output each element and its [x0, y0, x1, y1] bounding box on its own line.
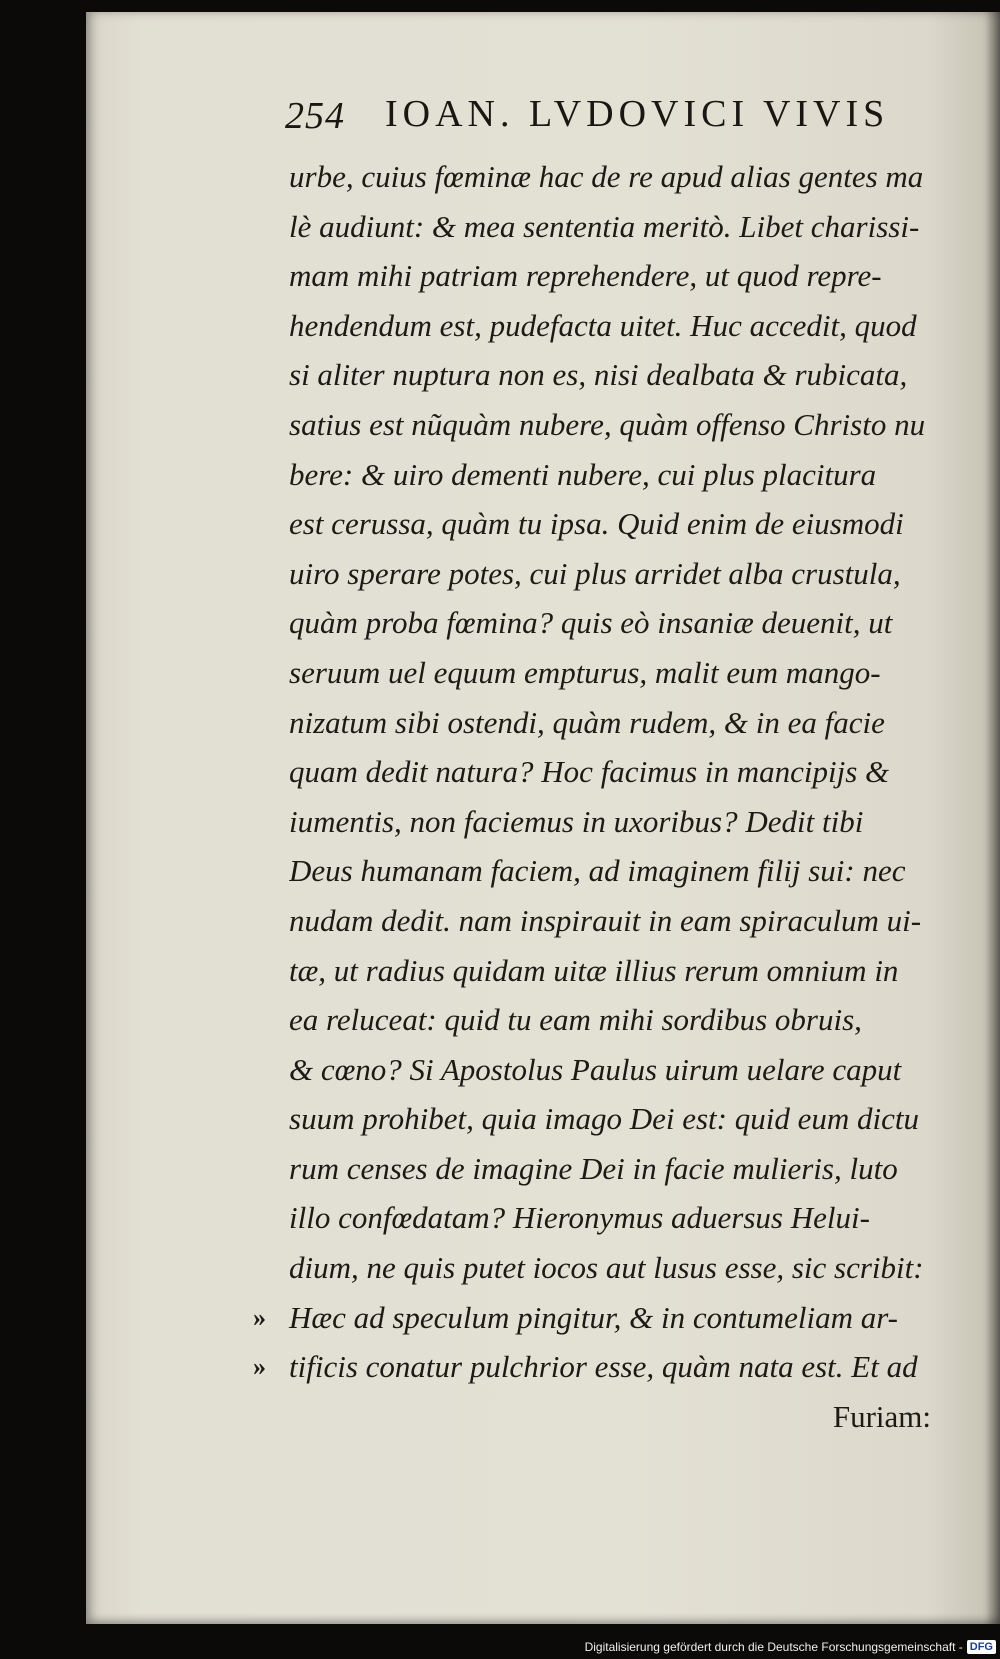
line-text: quàm proba fœmina? quis eò insaniæ deuenit, ut	[289, 605, 893, 641]
quotation-marker: »	[253, 1302, 266, 1332]
catchword: Furiam:	[832, 1398, 931, 1434]
line-text: quam dedit natura? Hoc facimus in mancipijs &	[289, 754, 890, 790]
text-line	[289, 1193, 939, 1243]
line-text: tæ, ut radius quidam uitæ illius rerum omnium in	[289, 952, 899, 988]
line-text: mam mihi patriam reprehendere, ut quod repre-	[289, 258, 882, 294]
text-line	[289, 301, 939, 351]
page-edge-shadow	[986, 12, 1000, 1624]
text-line	[289, 797, 939, 847]
line-text: nizatum sibi ostendi, quàm rudem, & in ea facie	[289, 704, 885, 740]
line-text: illo confœdatam? Hieronymus aduersus Helui-	[289, 1200, 870, 1236]
text-line	[289, 400, 939, 450]
text-line	[289, 946, 939, 996]
text-line	[289, 1144, 939, 1194]
line-text: satius est nũquàm nubere, quàm offenso Christo nu	[289, 406, 926, 442]
running-head: IOAN. LVDOVICI VIVIS	[385, 93, 890, 135]
text-line	[289, 1243, 939, 1293]
text-line	[253, 1293, 939, 1343]
text-line	[289, 995, 939, 1045]
text-line	[289, 1094, 939, 1144]
line-text: lè audiunt: & mea sententia meritò. Libet charissi-	[289, 208, 920, 244]
line-text: tificis conatur pulchrior esse, quàm nata est. Et ad	[289, 1349, 918, 1385]
text-line	[289, 350, 939, 400]
text-line	[289, 549, 939, 599]
line-text: nudam dedit. nam inspirauit in eam spiraculum ui-	[289, 902, 922, 938]
text-line	[289, 499, 939, 549]
line-text: Deus humanam faciem, ad imaginem filij sui: nec	[289, 853, 906, 889]
text-line	[289, 202, 939, 252]
quotation-marker: »	[253, 1352, 266, 1382]
line-text: bere: & uiro dementi nubere, cui plus placitura	[289, 456, 877, 492]
text-line	[289, 450, 939, 500]
line-text: dium, ne quis putet iocos aut lusus esse, sic scribit:	[289, 1250, 924, 1286]
line-text: seruum uel equum empturus, malit eum mango-	[289, 654, 881, 690]
text-line	[253, 1342, 939, 1392]
line-text: uiro sperare potes, cui plus arridet alba crustula,	[289, 555, 901, 591]
text-line	[289, 251, 939, 301]
text-line	[289, 1045, 939, 1095]
text-line	[289, 152, 939, 202]
line-text: est cerussa, quàm tu ipsa. Quid enim de eiusmodi	[289, 506, 904, 542]
text-line	[289, 648, 939, 698]
catchword-line	[289, 1392, 939, 1442]
line-text: rum censes de imagine Dei in facie mulieris, luto	[289, 1150, 898, 1186]
page-header	[285, 92, 925, 142]
line-text: urbe, cuius fœminæ hac de re apud alias gentes ma	[289, 159, 924, 194]
line-text: si aliter nuptura non es, nisi dealbata & rubicata,	[289, 357, 908, 393]
digitization-credit	[585, 1638, 996, 1656]
text-line	[289, 846, 939, 896]
line-text: suum prohibet, quia imago Dei est: quid eum dictu	[289, 1101, 919, 1137]
line-text: iumentis, non faciemus in uxoribus? Dedit tibi	[289, 803, 864, 839]
text-line	[289, 747, 939, 797]
text-line	[289, 598, 939, 648]
line-text: ea reluceat: quid tu eam mihi sordibus obruis,	[289, 1002, 862, 1038]
text-line	[289, 698, 939, 748]
line-text: & cœno? Si Apostolus Paulus uirum uelare caput	[289, 1051, 902, 1087]
dfg-logo: DFG	[967, 1640, 996, 1654]
body-text	[253, 152, 939, 1441]
page-number: 254	[285, 95, 345, 137]
credit-text: Digitalisierung gefördert durch die Deutsche Forschungsgemeinschaft -	[584, 1640, 963, 1654]
text-line	[289, 896, 939, 946]
line-text: Hæc ad speculum pingitur, & in contumeliam ar-	[289, 1299, 898, 1335]
line-text: hendendum est, pudefacta uitet. Huc accedit, quod	[289, 307, 917, 343]
